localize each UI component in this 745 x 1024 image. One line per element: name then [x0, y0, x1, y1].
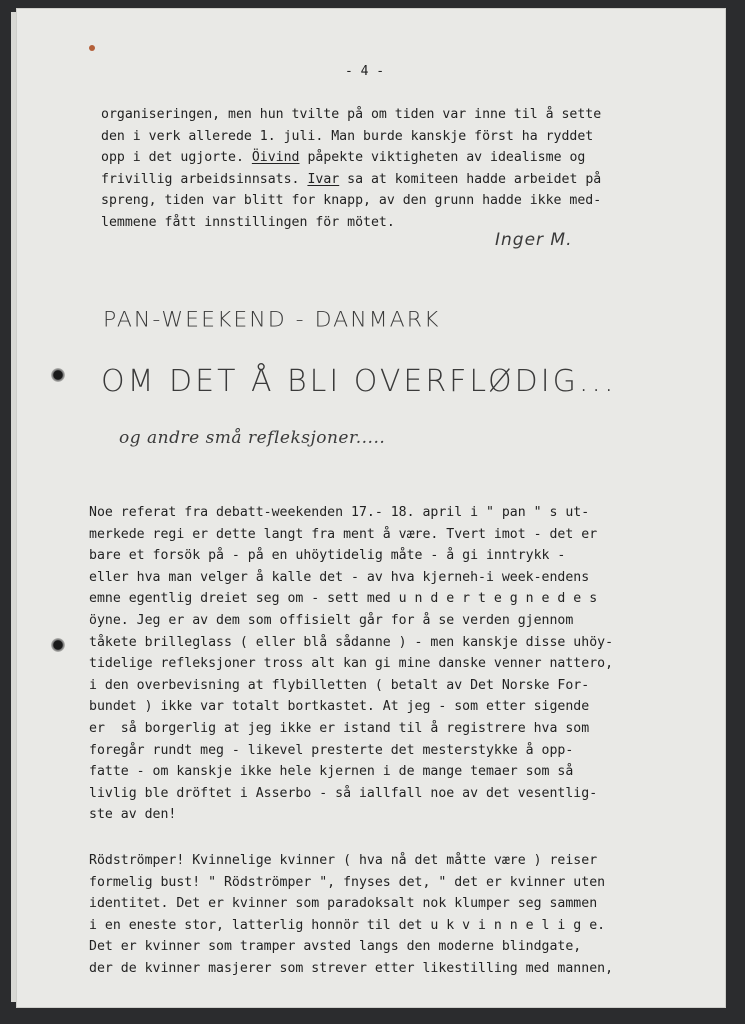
p1-line-4a: frivillig arbeidsinnsats. — [101, 171, 308, 187]
p3-line: der de kvinner masjerer som strever etter likestilling med mannen, — [89, 960, 614, 976]
p2-line: fatte - om kanskje ikke hele kjernen i de mange temaer som så — [89, 764, 574, 780]
p2-line: er så borgerlig at jeg ikke er istand til å registrere hva som — [89, 720, 590, 736]
p2-line: bundet ) ikke var totalt bortkastet. At jeg - som etter sigende — [89, 699, 590, 715]
p2-line: bare et forsök på - på en uhöytidelig måte - å gi inntrykk - — [89, 548, 566, 564]
p3-line: Rödströmper! Kvinnelige kvinner ( hva nå det måtte være ) reiser — [89, 853, 598, 868]
paragraph-3 — [89, 850, 613, 980]
p1-line-6: lemmene fått innstillingen för mötet. — [101, 214, 395, 230]
handwritten-title: PAN-WEEKEND - DANMARK — [103, 308, 441, 333]
page-number: - 4 - — [345, 64, 385, 79]
p2-line: livlig ble dröftet i Asserbo - så iallfall noe av det vesentlig- — [89, 785, 598, 801]
p2-line: emne egentlig dreiet seg om - sett med u n d e r t e g n e d e s — [89, 591, 598, 607]
p2-line: eller hva man velger å kalle det - av hva kjerneh-i week-endens — [89, 569, 590, 585]
p1-line-3b: påpekte viktigheten av idealisme og — [299, 150, 586, 166]
p2-line: merkede regi er dette langt fra ment å være. Tvert imot - det er — [89, 526, 598, 542]
handwritten-signature: Inger M. — [495, 230, 573, 250]
p1-line-3a: opp i det ugjorte. — [101, 150, 252, 166]
punch-hole-lower — [51, 638, 65, 652]
p2-line: öyne. Jeg er av dem som offisielt går for å se verden gjennom — [89, 612, 574, 628]
p2-line: foregår rundt meg - likevel presterte det mesterstykke å opp- — [89, 742, 574, 758]
p1-line-2: den i verk allerede 1. juli. Man burde kanskje först ha ryddet — [101, 128, 594, 144]
p3-line: formelig bust! " Rödströmper ", fnyses det, " det er kvinner uten — [89, 874, 606, 890]
p2-line: tåkete brilleglass ( eller blå sådanne ) - men kanskje disse uhöy- — [89, 634, 614, 650]
p3-line: Det er kvinner som tramper avsted langs den moderne blindgate, — [89, 939, 582, 955]
p2-line: tidelige refleksjoner tross alt kan gi mine danske venner nattero, — [89, 656, 614, 672]
p3-line: i en eneste stor, latterlig honnör til det u k v i n n e l i g e. — [89, 917, 606, 933]
rust-stain — [89, 45, 95, 51]
paragraph-1 — [101, 104, 601, 234]
punch-hole-upper — [51, 368, 65, 382]
paragraph-2 — [89, 502, 613, 826]
p2-line: ste av den! — [89, 807, 177, 823]
p2-line: Noe referat fra debatt-weekenden 17.- 18. april i " pan " s ut- — [89, 505, 590, 520]
name-oivind: Öivind — [251, 150, 300, 166]
p3-line: identitet. Det er kvinner som paradoksalt nok klumper seg sammen — [89, 896, 598, 912]
p1-line-1: organiseringen, men hun tvilte på om tiden var inne til å sette — [101, 107, 602, 122]
p1-line-5: spreng, tiden var blitt for knapp, av den grunn hadde ikke med- — [101, 193, 602, 209]
p1-line-4b: sa at komiteen hadde arbeidet på — [339, 171, 602, 187]
name-ivar: Ivar — [307, 171, 340, 187]
handwritten-heading: OM DET Å BLI OVERFLØDIG... — [101, 364, 617, 399]
p2-line: i den overbevisning at flybilletten ( betalt av Det Norske For- — [89, 677, 590, 693]
handwritten-subheading: og andre små refleksjoner..... — [119, 428, 386, 448]
